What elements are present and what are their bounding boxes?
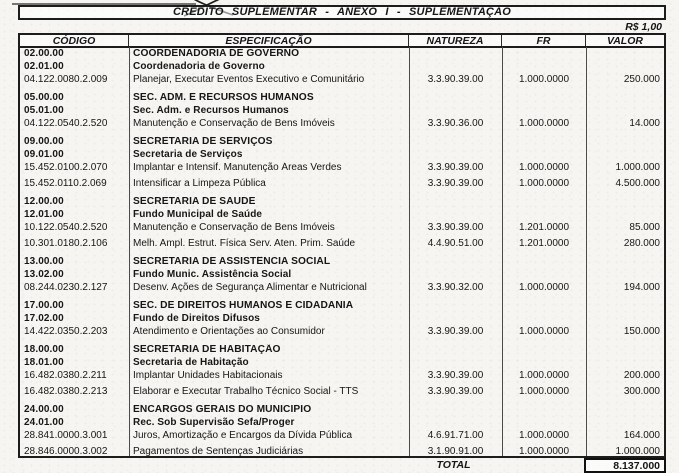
espec-cell: SECRETARIA DE HABITAÇÃO — [133, 343, 281, 355]
natureza-cell: 3.3.90.39.00 — [427, 369, 484, 381]
natureza-cell: 3.3.90.39.00 — [427, 325, 484, 337]
column-header: CÓDIGO — [20, 35, 129, 46]
valor-cell: 4.500.000 — [615, 177, 660, 189]
table-row — [20, 312, 664, 325]
codigo-cell: 16.482.0380.2.213 — [24, 385, 108, 397]
espec-cell: COORDENADORIA DE GOVERNO — [133, 47, 300, 59]
codigo-cell: 09.00.00 — [24, 135, 64, 147]
espec-cell: Implantar Unidades Habitacionais — [133, 369, 283, 381]
espec-cell: Juros, Amortização e Encargos da Dívida Pública — [133, 429, 352, 441]
fr-cell: 1.000.0000 — [518, 369, 570, 381]
table-row — [20, 237, 664, 250]
codigo-cell: 10.301.0180.2.106 — [24, 237, 108, 249]
natureza-cell: 3.3.90.39.00 — [427, 385, 484, 397]
document-title-box — [18, 5, 666, 20]
currency-note: R$ 1,00 — [625, 21, 662, 33]
table-row — [20, 369, 664, 382]
table-row — [20, 73, 664, 86]
table-row — [20, 177, 664, 190]
valor-cell: 280.000 — [623, 237, 660, 249]
codigo-cell: 12.01.00 — [24, 208, 64, 220]
espec-cell: Sec. Adm. e Recursos Humanos — [133, 104, 289, 116]
fr-cell: 1.000.0000 — [518, 445, 570, 457]
fr-cell: 1.000.0000 — [518, 73, 570, 85]
table-row — [20, 221, 664, 234]
table-row — [20, 255, 664, 268]
espec-cell: SECRETARIA DE SERVIÇOS — [133, 135, 273, 147]
natureza-cell: 4.6.91.71.00 — [427, 429, 484, 441]
table-row — [20, 161, 664, 174]
codigo-cell: 13.02.00 — [24, 268, 64, 280]
column-header: NATUREZA — [409, 35, 502, 46]
codigo-cell: 10.122.0540.2.520 — [24, 221, 108, 233]
fr-cell: 1.000.0000 — [518, 385, 570, 397]
espec-cell: Secretaria de Habitação — [133, 356, 249, 368]
codigo-cell: 12.00.00 — [24, 195, 64, 207]
table-row — [20, 268, 664, 281]
codigo-cell: 18.00.00 — [24, 343, 64, 355]
valor-cell: 85.000 — [629, 221, 660, 233]
table-row — [20, 356, 664, 369]
espec-cell: Rec. Sob Supervisão Sefa/Proger — [133, 416, 295, 428]
codigo-cell: 14.422.0350.2.203 — [24, 325, 108, 337]
fr-cell: 1.000.0000 — [518, 177, 570, 189]
fr-cell: 1.000.0000 — [518, 281, 570, 293]
espec-cell: Atendimento e Orientações ao Consumidor — [133, 325, 325, 337]
natureza-cell: 3.3.90.32.00 — [427, 281, 484, 293]
table-row — [20, 91, 664, 104]
espec-cell: Pagamentos de Sentenças Judiciárias — [133, 445, 304, 457]
table-rows — [20, 47, 664, 458]
espec-cell: Secretaria de Serviços — [133, 148, 243, 160]
espec-cell: Desenv. Ações de Segurança Alimentar e Nutricional — [133, 281, 367, 293]
valor-cell: 1.000.000 — [615, 445, 660, 457]
table-row — [20, 60, 664, 73]
codigo-cell: 05.01.00 — [24, 104, 64, 116]
column-header: ESPECIFICAÇÃO — [129, 35, 409, 46]
total-label: TOTAL — [436, 459, 471, 471]
espec-cell: Fundo Municipal de Saúde — [133, 208, 263, 220]
table-row — [20, 117, 664, 130]
table-row — [20, 403, 664, 416]
natureza-cell: 3.3.90.39.00 — [427, 177, 484, 189]
valor-cell: 1.000.000 — [615, 161, 660, 173]
codigo-cell: 02.00.00 — [24, 47, 64, 59]
table-row — [20, 135, 664, 148]
espec-cell: Intensificar a Limpeza Pública — [133, 177, 266, 189]
fr-cell: 1.201.0000 — [518, 237, 570, 249]
espec-cell: Planejar, Executar Eventos Executivo e Comunitário — [133, 73, 365, 85]
table-row — [20, 429, 664, 442]
codigo-cell: 13.00.00 — [24, 255, 64, 267]
codigo-cell: 16.482.0380.2.211 — [24, 369, 107, 381]
codigo-cell: 17.00.00 — [24, 299, 64, 311]
codigo-cell: 24.00.00 — [24, 403, 64, 415]
valor-cell: 250.000 — [623, 73, 660, 85]
table-row — [20, 47, 664, 60]
natureza-cell: 4.4.90.51.00 — [427, 237, 484, 249]
table-row — [20, 416, 664, 429]
espec-cell: Coordenadoria de Governo — [133, 60, 265, 72]
fr-cell: 1.201.0000 — [518, 221, 570, 233]
espec-cell: SECRETARIA DE ASSISTÊNCIA SOCIAL — [133, 255, 331, 267]
codigo-cell: 04.122.0540.2.520 — [24, 117, 108, 129]
fr-cell: 1.000.0000 — [518, 161, 570, 173]
total-row — [18, 458, 666, 473]
espec-cell: SEC. ADM. E RECURSOS HUMANOS — [133, 91, 314, 103]
table-row — [20, 343, 664, 356]
codigo-cell: 28.841.0000.3.001 — [24, 429, 108, 441]
codigo-cell: 08.244.0230.2.127 — [24, 281, 108, 293]
document-title: CRÉDITO SUPLEMENTAR - ANEXO I - SUPLEMENTAÇÃO — [172, 6, 512, 18]
table-row — [20, 281, 664, 294]
valor-cell: 194.000 — [623, 281, 660, 293]
espec-cell: ENCARGOS GERAIS DO MUNICIPIO — [133, 403, 312, 415]
natureza-cell: 3.3.90.39.00 — [427, 161, 484, 173]
table-row — [20, 325, 664, 338]
table-row — [20, 104, 664, 117]
espec-cell: Melh. Ampl. Estrut. Física Serv. Aten. Prim. Saúde — [133, 237, 356, 249]
table-row — [20, 385, 664, 398]
valor-cell: 164.000 — [623, 429, 660, 441]
total-value: 8.137.000 — [584, 458, 666, 473]
fr-cell: 1.000.0000 — [518, 429, 570, 441]
espec-cell: SECRETARIA DE SAUDE — [133, 195, 256, 207]
espec-cell: Elaborar e Executar Trabalho Técnico Social - TTS — [133, 385, 359, 397]
table-body — [18, 47, 666, 458]
espec-cell: Fundo Munic. Assistência Social — [133, 268, 292, 280]
espec-cell: Manutenção e Conservação de Bens Imóveis — [133, 221, 335, 233]
codigo-cell: 09.01.00 — [24, 148, 64, 160]
espec-cell: Manutenção e Conservação de Bens Imóveis — [133, 117, 335, 129]
espec-cell: Implantar e Intensif. Manutenção Áreas Verdes — [133, 161, 342, 173]
column-header: VALOR — [607, 34, 643, 47]
fr-cell: 1.000.0000 — [518, 325, 570, 337]
codigo-cell: 17.02.00 — [24, 312, 64, 324]
table-header-row — [18, 33, 666, 48]
codigo-cell: 02.01.00 — [24, 60, 64, 72]
espec-cell: Fundo de Direitos Difusos — [133, 312, 260, 324]
natureza-cell: 3.3.90.39.00 — [427, 73, 484, 85]
table-row — [20, 208, 664, 221]
table-row — [20, 195, 664, 208]
codigo-cell: 05.00.00 — [24, 91, 64, 103]
table-row — [20, 445, 664, 458]
codigo-cell: 18.01.00 — [24, 356, 64, 368]
natureza-cell: 3.3.90.39.00 — [427, 221, 484, 233]
espec-cell: SEC. DE DIREITOS HUMANOS E CIDADANIA — [133, 299, 354, 311]
codigo-cell: 15.452.0110.2.069 — [24, 177, 107, 189]
valor-cell: 300.000 — [623, 385, 660, 397]
natureza-cell: 3.3.90.36.00 — [427, 117, 484, 129]
table-row — [20, 299, 664, 312]
codigo-cell: 24.01.00 — [24, 416, 64, 428]
valor-cell: 150.000 — [623, 325, 660, 337]
natureza-cell: 3.1.90.91.00 — [427, 445, 484, 457]
valor-cell: 14.000 — [629, 117, 660, 129]
codigo-cell: 15.452.0100.2.070 — [24, 161, 108, 173]
codigo-cell: 28.846.0000.3.002 — [24, 445, 108, 457]
codigo-cell: 04.122.0080.2.009 — [24, 73, 108, 85]
valor-cell: 200.000 — [623, 369, 660, 381]
fr-cell: 1.000.0000 — [518, 117, 570, 129]
table-row — [20, 148, 664, 161]
column-header: FR — [502, 35, 586, 46]
